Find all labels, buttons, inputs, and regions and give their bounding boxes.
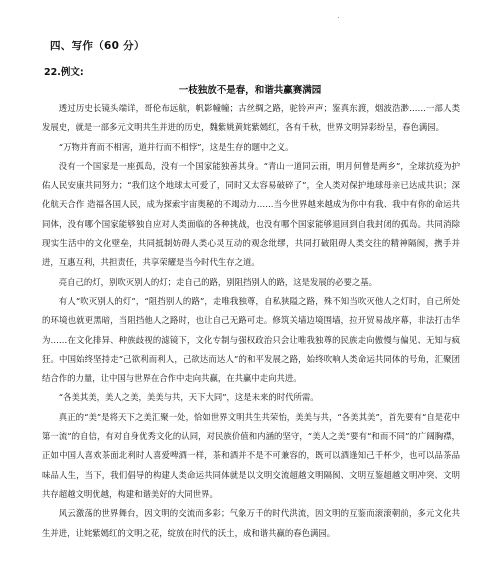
paragraph: “万物并育而不相害，道并行而不相悖”，这是生存的题中之义。 [58, 141, 294, 152]
paragraph: 亮自己的灯，别吹灭别人的灯；走自己的路，别阻挡别人的路，这是发展的必要之基。 [58, 276, 378, 287]
scan-speck [338, 17, 339, 18]
section-heading: 四、写作（60 分） [50, 40, 145, 52]
essay-body [42, 99, 460, 543]
paragraph: 透过历史长镜头端详，哥伦布远航，帆影幢幢；古丝绸之路，驼铃声声；鉴真东渡，烟波浩渺……一部人类发展史，就是一部多元文明共生并进的历史，魏紫姚黄姹紫嫣红，各有千秋，世界文明异彩纷呈，春色满园。 [42, 103, 460, 133]
paragraph: 有人“吹灭别人的灯”，“阻挡别人的路”，走唯我独尊，自私狭隘之路，殊不知当吹灭他人之灯时，自己所处的环境也就更黑暗，当阻挡他人之路时，也让自己无路可走。修筑关墙边境围墙，拉开贸易战序幕，非法打击华为……在文化排异、种族歧视的滤镜下，文化专制与强权政治只会让唯我独尊的民族走向傲慢与偏见、无知与疯狂。中国始终坚持走“己欲利而利人，己欲达而达人”的和平发展之路，始终吹响人类命运共同体的号角，汇聚团结合作的力量，让中国与世界在合作中走向共赢，在共赢中走向共进。 [42, 295, 460, 384]
paragraph: 风云激荡的世界舞台，因文明的交流而多彩；气象万千的时代洪流，因文明的互鉴而滚滚朝前，多元文化共生并进，让姹紫嫣红的文明之花，绽放在时代的沃土，成和谐共赢的春色满园。 [42, 508, 460, 538]
essay-title: 一枝独放不是春，和谐共赢赛满园 [178, 85, 322, 96]
paragraph: “各美其美，美人之美，美美与共，天下大同”，这是未来的时代所需。 [58, 392, 319, 403]
paragraph: 没有一个国家是一座孤岛，没有一个国家能独善其身。“青山一道同云雨，明月何曾是两乡”，全球抗疫为护佑人民安康共同努力；“我们这个地球太可爱了，同时又太容易破碎了”，全人类对保护地球母亲已达成共识；深化航天合作 造福各国人民，成为探索宇宙奥秘的不竭动力……当今世界越来越成为你中有我、我中有你的命运共同体，没有哪个国家能够独自应对人类面临的各种挑战，也没有哪个国家能够退回到自我封闭的孤岛。共同消除现实生活中的文化壁垒，共同抵制妨碍人类心灵互动的观念纰缪，共同打破阻碍人类交往的精神隔阂，携手并进，互惠互利，共担责任，共享荣耀是当今时代生存之道。 [42, 160, 460, 268]
item-label: 22.例文: [44, 67, 84, 78]
paragraph: 真正的“美”是将天下之美汇聚一处，恰如世界文明共生共荣怡，美美与共，“各美其美”，首先要有“自是花中第一流”的自信，有对自身优秀文化的认同，对民族价值和内涵的坚守，“美人之美”要有“和而不同”的广阔胸襟，正如中国人喜欢茶面北利时人喜爱啤酒一样，茶和酒并不是不可兼容的，既可以酒逢知己千杯少，也可以品茶品味品人生，当下，我们倡导的构建人类命运共同体就是以文明交流超越文明隔阂、文明互鉴超越文明冲突、文明共存超越文明优越，构建和谐美好的大同世界。 [42, 411, 460, 499]
